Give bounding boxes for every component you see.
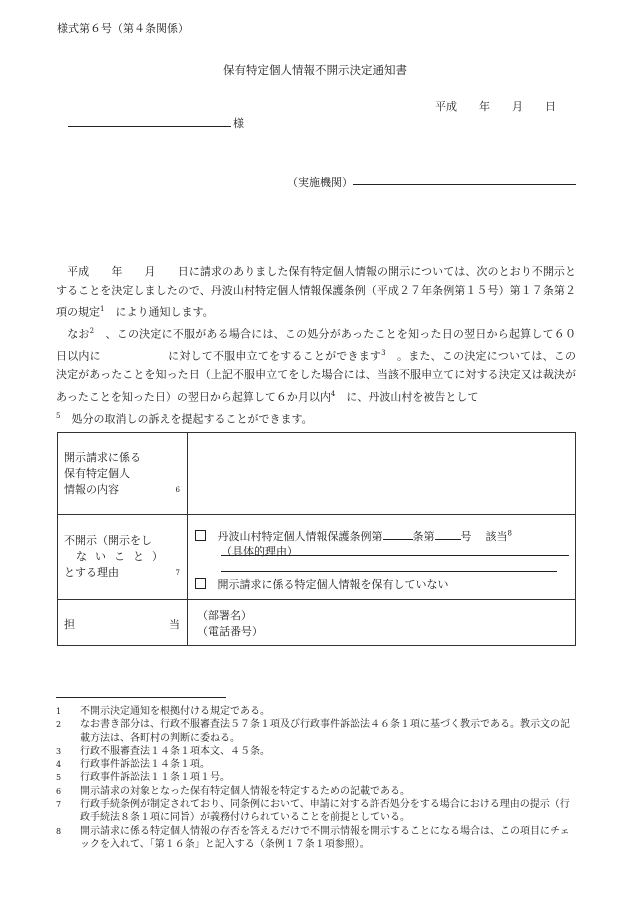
specific-reason-line-2[interactable] — [221, 571, 557, 572]
footnote-item: 2 なお書き部分は、行政不服審査法５７条１項及び行政事件訴訟法４６条１項に基づく教示である。教示文の記載方法は、各町村の判断に委ねる。 — [56, 719, 570, 744]
row-label-reason: 不開示（開示をし ないこと） とする理由 7 — [64, 534, 180, 579]
paragraph-number-field[interactable] — [435, 539, 461, 540]
footnote-divider — [56, 697, 226, 698]
agency-label: （実施機関） — [287, 176, 353, 189]
specific-reason-line-1[interactable] — [221, 555, 569, 556]
specific-reason-label: （具体的理由） — [221, 545, 298, 558]
article-number-field[interactable] — [383, 539, 413, 540]
body-paragraph-1: 平成 年 月 日に請求のありました保有特定個人情報の開示については、次のとおり不開示とすることを決定しましたので、丹波山村特定個人情報保護条例（平成２７年条例第１５号）第１７条第２項の規定$^1$ により通知します。 — [56, 265, 576, 319]
footnote-item: 8 開示請求に係る特定個人情報の存否を答えるだけで不開示情報を開示することになる場合は、この項目にチェックを入れて、「第１６条」と記入する（条例１７条１項参照）。 — [56, 825, 570, 850]
footnote-item: 3 行政不服審査法１４条１項本文、４５条。 — [56, 745, 270, 757]
body-text — [56, 263, 576, 429]
addressee-suffix: 様 — [233, 117, 244, 130]
footnote-item: 4 行政事件訴訟法１４条１項。 — [56, 759, 210, 771]
phone-label: （電話番号） — [197, 625, 263, 638]
reason-option-2: 開示請求に係る特定個人情報を保有していない — [195, 576, 449, 592]
addressee-field[interactable] — [68, 126, 231, 127]
form-id: 様式第６号（第４条関係） — [57, 22, 189, 35]
footnote-item: 5 行政事件訴訟法１１条１項１号。 — [56, 772, 230, 784]
document-title: 保有特定個人情報不開示決定通知書 — [223, 63, 407, 77]
footnote-item: 7 行政手続条例が制定されており、同条例において、申請に対する許否処分をする場合における理由の提示（行政手続法８条１項に同旨）が義務付けられていることを前提としている。 — [56, 799, 570, 824]
department-label: （部署名） — [197, 609, 252, 622]
reason-option-1-checkbox[interactable] — [195, 530, 206, 541]
decision-table — [57, 432, 576, 646]
requested-info-field[interactable] — [188, 433, 575, 514]
reason-option-1: 丹波山村特定個人情報保護条例第 条第 号 該当$^8$ — [195, 528, 512, 544]
body-paragraph-2: なお$^2$ 、この決定に不服がある場合には、この処分があったことを知った日の翌日から起算して６０日以内に に対して不服申立てをすることができます$^3$ 。また、この決定については、この決定があったことを知った日（上記不服申立てをした場合には、当該不服申立てに対する決定又は裁決があったことを知った日）の翌日から起算して６か月以内$^4$ に、丹波山村を被告として $^5$ 処分の取消しの訴えを提起することができます。 — [56, 327, 577, 426]
footnote-item: 1 不開示決定通知を根拠付ける規定である。 — [56, 706, 270, 717]
footnote-item: 6 開示請求の対象となった保有特定個人情報を特定するための記載である。 — [56, 785, 410, 797]
row-label-requested-info: 開示請求に係る 保有特定個人 情報の内容 6 — [64, 451, 180, 496]
row-label-contact: 担 当 — [64, 618, 180, 631]
date-line: 平成 年 月 日 — [435, 100, 556, 113]
footnotes — [56, 705, 578, 851]
agency-field[interactable] — [353, 184, 576, 185]
reason-option-2-checkbox[interactable] — [195, 578, 206, 589]
